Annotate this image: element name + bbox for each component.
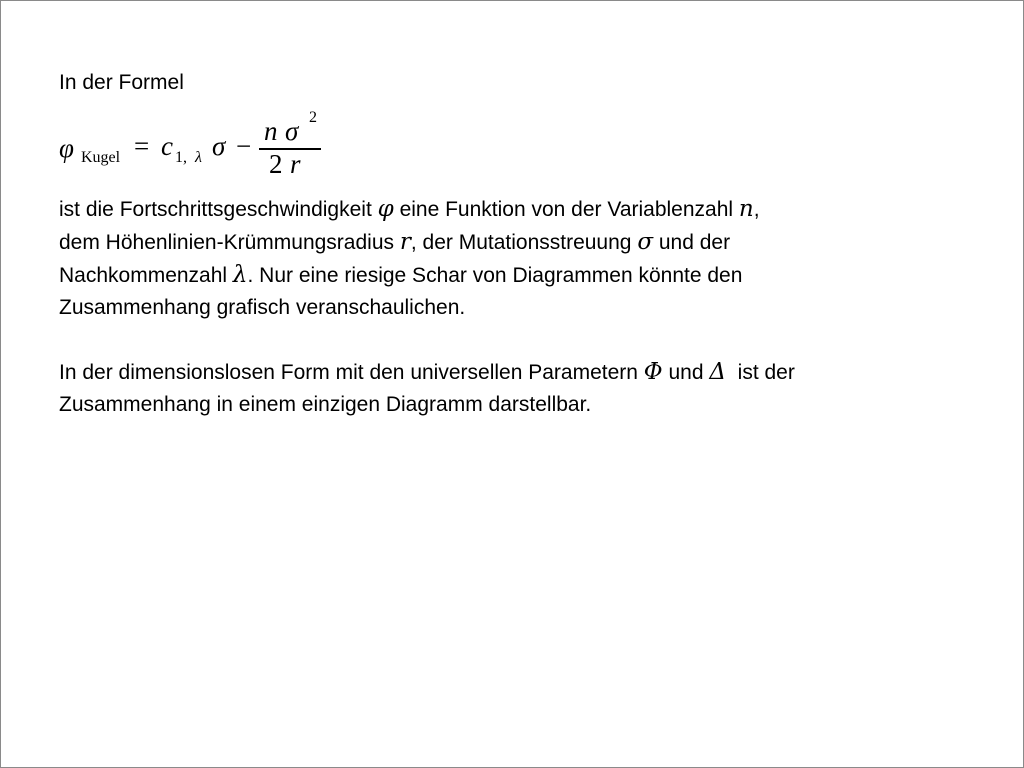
- intro-text: In der Formel: [59, 71, 184, 94]
- paragraph-dimensionless: [59, 356, 979, 421]
- paragraph-line: [59, 193, 979, 226]
- text-span: eine Funktion von der Variablenzahl: [393, 198, 739, 221]
- formula-denominator-r: r: [290, 149, 301, 179]
- text-span: , der Mutationsstreuung: [410, 231, 638, 254]
- formula-c: c: [161, 131, 173, 161]
- symbol-lambda: λ: [232, 262, 248, 288]
- formula-c-subscript-num: 1,: [175, 149, 187, 166]
- paragraph-variables: [59, 193, 979, 324]
- formula-phi-subscript: Kugel: [81, 149, 121, 166]
- text-span: ,: [753, 198, 760, 221]
- formula-equals: =: [134, 131, 150, 161]
- paragraph-line: Zusammenhang grafisch veranschaulichen.: [59, 296, 466, 319]
- text-span: und der: [653, 231, 731, 254]
- paragraph-line: Zusammenhang in einem einzigen Diagramm darstellbar.: [59, 393, 592, 416]
- formula-numerator-n: n: [264, 116, 278, 146]
- formula-phi: φ: [59, 133, 74, 163]
- symbol-phi: φ: [377, 196, 394, 222]
- text-span: Nachkommenzahl: [59, 264, 233, 287]
- text-span: dem Höhenlinien-Krümmungsradius: [59, 231, 400, 254]
- text-span: ist der: [725, 361, 795, 384]
- formula-numerator-sigma: σ: [285, 116, 299, 146]
- formula-numerator-exponent: 2: [309, 109, 317, 126]
- text-span: In der dimensionslosen Form mit den universellen Parametern: [59, 361, 644, 384]
- symbol-n: n: [738, 196, 754, 222]
- paragraph-line: [59, 226, 979, 259]
- formula-minus: −: [236, 131, 252, 161]
- formula-sigma: σ: [212, 131, 226, 161]
- paragraph-line: [59, 259, 979, 292]
- symbol-r: r: [399, 229, 411, 255]
- symbol-Delta: Δ: [709, 359, 726, 385]
- formula-c-subscript-lambda: λ: [195, 149, 202, 166]
- paragraph-line: [59, 356, 979, 389]
- symbol-sigma: σ: [637, 229, 654, 255]
- symbol-Phi: Φ: [643, 359, 663, 385]
- text-span: und: [662, 361, 710, 384]
- text-span: ist die Fortschrittsgeschwindigkeit: [59, 198, 378, 221]
- text-span: . Nur eine riesige Schar von Diagrammen könnte den: [247, 264, 743, 287]
- formula-denominator-2: 2: [269, 149, 283, 179]
